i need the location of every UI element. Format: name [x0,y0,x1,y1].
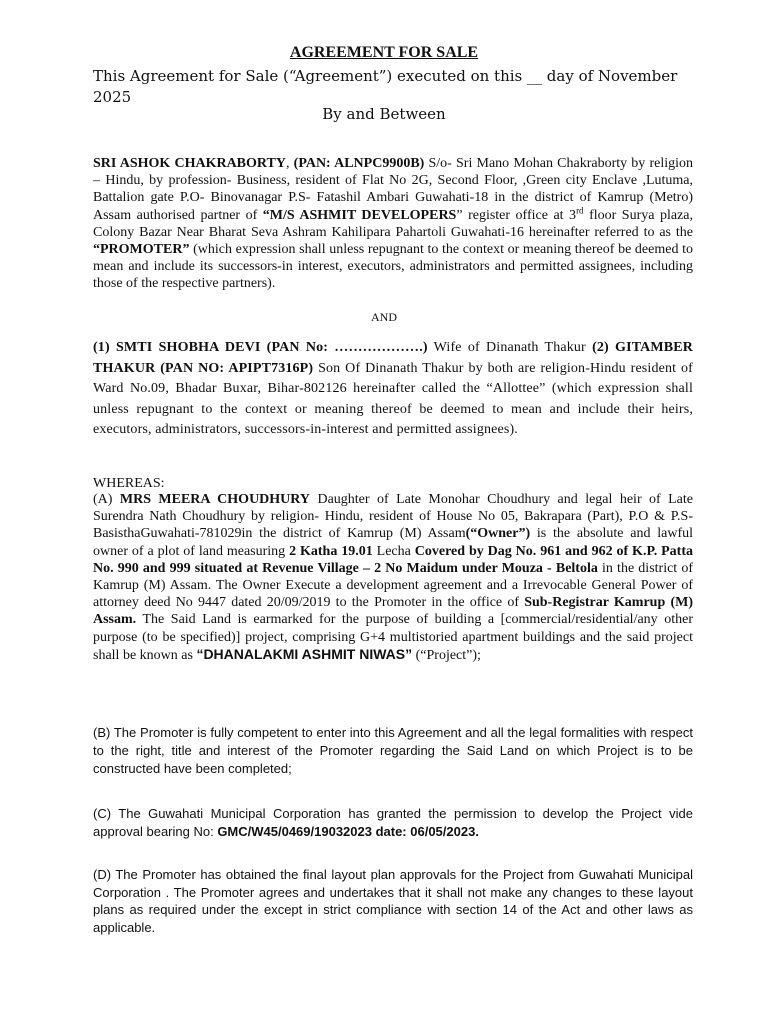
owner-tag: (“Owner”) [465,526,531,542]
promoter-name: SRI ASHOK CHAKRABORTY [93,156,286,171]
clause-a: (A) MRS MEERA CHOUDHURY Daughter of Late Monohar Choudhury and legal heir of Late Surendra Nath Choudhury by religion- Hindu, resident of House No 05, Bakrapara (Part), P.O & P.S- BasisthaGuwahati-781029in the district of Kamrup (M) Assam(“Owner”) is the absolute and lawful owner of a plot of land measuring 2 Katha 19.01 Lecha Covered by Dag No. 961 and 962 of K.P. Patta No. 990 and 999 situated at Revenue Village – 2 No Maidum under Mouza - Beltola in the district of Kamrup (M) Assam. The Owner Execute a development agreement and a Irrevocable General Power of attorney deed No 9447 dated 20/09/2019 to the Promoter in the office of Sub-Registrar Kamrup (M) Assam. The Said Land is earmarked for the purpose of building a [commercial/residential/any other purpose (to be specified)] project, comprising G+4 multistoried apartment buildings and the said project shall be known as “DHANALAKMI ASHMIT NIWAS” (“Project”); [93,492,693,663]
promoter-paragraph: SRI ASHOK CHAKRABORTY, (PAN: ALNPC9900B) S/o- Sri Mano Mohan Chakraborty by religion – Hindu, by profession- Business, resident of Flat No 2G, Second Floor, ,Green city Enclave ,Lutuma, Battalion gate P.O- Binovanagar P.S- Fatashil Ambari Guwahati-18 in the district of Kamrup (Metro) Assam authorised partner of “M/S ASHMIT DEVELOPERS” register office at 3rd floor Surya plaza, Colony Bazar Near Bharat Seva Ashram Kahilipara Pahartoli Guwahati-16 hereinafter referred to as the “PROMOTER” (which expression shall unless repugnant to the context or meaning thereof be deemed to mean and include its successors-in interest, executors, administrators and permitted assignees, including those of the respective partners). [93,156,693,292]
document-title: AGREEMENT FOR SALE [289,44,479,61]
clause-c: (C) The Guwahati Municipal Corporation has granted the permission to develop the Project vide approval bearing No: GMC/W45/0469/19032023 date: 06/05/2023. [93,806,693,839]
approval-number: GMC/W45/0469/19032023 date: 06/05/2023. [217,823,479,839]
allottee-1: (1) SMTI SHOBHA DEVI (PAN No: ……………….) [93,340,428,355]
dag-details: Covered by Dag No. 961 and 962 of K.P. Patta No. 990 and 999 situated at Revenue Village – 2 No Maidum under Mouza - Beltola [93,543,693,576]
whereas-heading: WHEREAS: [93,476,165,491]
intro-line: This Agreement for Sale (“Agreement”) executed on this __ day of November 2025 [93,67,678,106]
owner-name: MRS MEERA CHOUDHURY [119,492,311,507]
land-area: 2 Katha 19.01 [289,543,373,559]
sub-registrar: Sub-Registrar Kamrup (M) Assam. [93,595,693,628]
allottee-2: (2) GITAMBER THAKUR (PAN NO: APIPT7316P) [93,340,693,376]
allottee-paragraph: (1) SMTI SHOBHA DEVI (PAN No: ……………….) Wife of Dinanath Thakur (2) GITAMBER THAKUR (PAN NO: APIPT7316P) Son Of Dinanath Thakur by both are religion-Hindu resident of Ward No.09, Bhadar Buxar, Bihar-802126 hereinafter called the “Allottee” (which expression shall unless repugnant to the context or meaning thereof be deemed to mean and include their heirs, executors, administrators, successors-in-interest and permitted assignees). [93,340,693,437]
promoter-label: “PROMOTER” [93,242,190,258]
project-name: “DHANALAKMI ASHMIT NIWAS” [196,645,413,662]
clause-b: (B) The Promoter is fully competent to enter into this Agreement and all the legal formalities with respect to the right, title and interest of the Promoter regarding the Said Land on which Project is to be constructed have been completed; [93,725,693,776]
by-and-between: By and Between [322,105,446,123]
clause-d: (D) The Promoter has obtained the final layout plan approvals for the Project from Guwahati Municipal Corporation . The Promoter agrees and undertakes that it shall not make any changes to these layout plans as required under the except in strict compliance with section 14 of the Act and other laws as applicable. [93,867,693,935]
firm-name: “M/S ASHMIT DEVELOPERS [262,207,457,223]
and-separator: AND [371,310,397,324]
promoter-pan: (PAN: ALNPC9900B) [293,156,425,171]
